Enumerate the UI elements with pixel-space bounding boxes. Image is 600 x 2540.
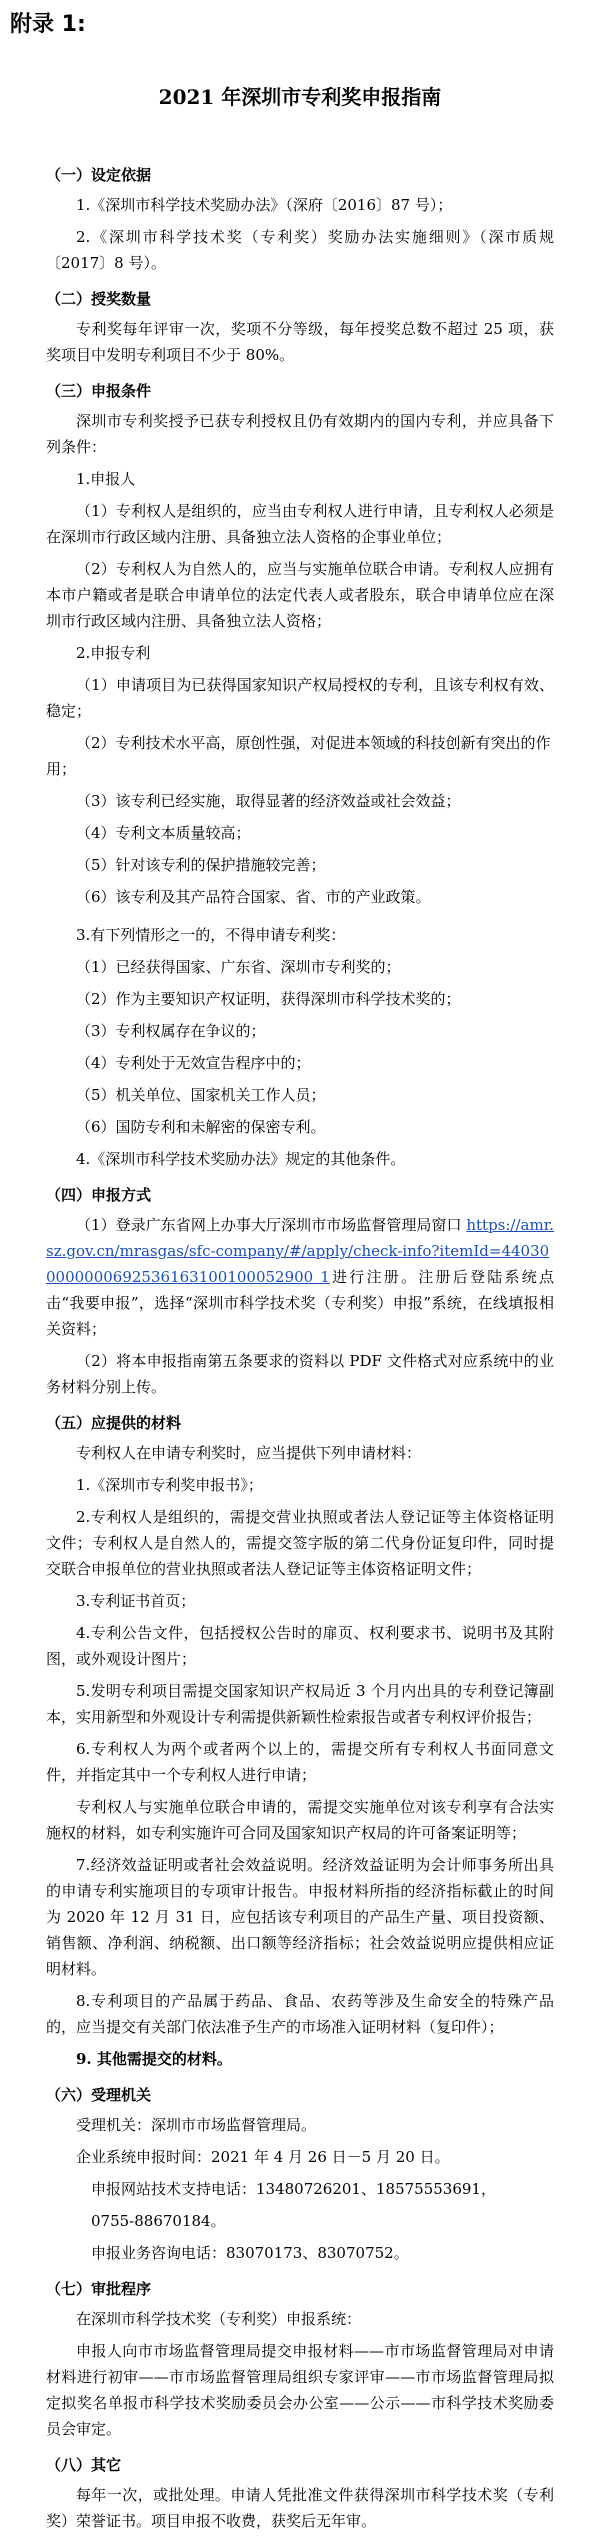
application-portal-link[interactable]: https://amr.sz.gov.cn/mrasgas/sfc-company/#/apply/check-info?itemId=440300000000692536163100100052900 1	[46, 1216, 554, 1286]
section-heading: （二）授奖数量	[46, 290, 152, 308]
list-item: 6.专利权人为两个或者两个以上的，需提交所有专利权人书面同意文件，并指定其中一个专利权人进行申请；	[46, 1740, 554, 1784]
paragraph: （2）将本申报指南第五条要求的资料以 PDF 文件格式对应系统中的业务材料分别上传。	[46, 1352, 554, 1396]
list-item: 专利权人与实施单位联合申请的，需提交实施单位对该专利享有合法实施权的材料，如专利实施许可合同及国家知识产权局的许可备案证明等；	[46, 1798, 554, 1842]
list-item: 7.经济效益证明或者社会效益说明。经济效益证明为会计师事务所出具的申请专利实施项目的专项审计报告。申报材料所指的经济指标截止的时间为 2020 年 12 月 31 日，应包括该专利项目的产品生产量、项目投资额、销售额、净利润、纳税额、出口额等经济指标；社会效益说明应提供相应证明材料。	[46, 1856, 554, 1978]
paragraph: 1.《深圳市科学技术奖励办法》（深府〔2016〕87 号）；	[76, 196, 453, 214]
section-heading: （三）申报条件	[46, 382, 152, 400]
paragraph: 每年一次，或批处理。申请人凭批准文件获得深圳市科学技术奖（专利奖）荣誉证书。项目申报不收费，获奖后无年审。	[46, 2486, 554, 2530]
list-item: （6）国防专利和未解密的保密专利。	[76, 1118, 326, 1136]
paragraph: 专利权人在申请专利奖时，应当提供下列申请材料：	[76, 1444, 422, 1462]
section-heading: （四）申报方式	[46, 1186, 152, 1204]
section-heading: （五）应提供的材料	[46, 1414, 182, 1432]
page-title: 2021 年深圳市专利奖申报指南	[158, 85, 442, 109]
paragraph: 2.《深圳市科学技术奖（专利奖）奖励办法实施细则》（深市质规〔2017〕8 号）。	[46, 228, 554, 272]
list-item: （1）已经获得国家、广东省、深圳市专利奖的；	[76, 958, 401, 976]
section-heading: （六）受理机关	[46, 2086, 152, 2104]
info-line: 企业系统申报时间：2021 年 4 月 26 日－5 月 20 日。	[76, 2148, 450, 2166]
paragraph: 在深圳市科学技术奖（专利奖）申报系统：	[76, 2310, 362, 2328]
list-item: 3.专利证书首页；	[76, 1592, 196, 1610]
list-item: （5）针对该专利的保护措施较完善；	[76, 856, 326, 874]
list-item: （1）申请项目为已获得国家知识产权局授权的专利，且该专利权有效、稳定；	[46, 676, 554, 720]
sub-heading: 4.《深圳市科学技术奖励办法》规定的其他条件。	[76, 1150, 406, 1168]
list-item: （4）专利处于无效宣告程序中的；	[76, 1054, 311, 1072]
paragraph: 申报人向市市场监督管理局提交申报材料——市市场监督管理局对申请材料进行初审——市市场监督管理局组织专家评审——市市场监督管理局拟定拟奖名单报市科学技术奖励委员会办公室——公示——市科学技术奖励委员会审定。	[46, 2342, 554, 2438]
info-line: 申报业务咨询电话：83070173、83070752。	[91, 2244, 409, 2262]
list-item: （5）机关单位、国家机关工作人员；	[76, 1086, 326, 1104]
paragraph: （2）专利权人为自然人的，应当与实施单位联合申请。专利权人应拥有本市户籍或者是联合申请单位的法定代表人或者股东，联合申请单位应在深圳市行政区域内注册、具备独立法人资格；	[46, 560, 554, 630]
list-item: （2）专利技术水平高，原创性强，对促进本领域的科技创新有突出的作用；	[46, 734, 551, 778]
info-line: 受理机关：深圳市市场监督管理局。	[76, 2116, 317, 2134]
paragraph: 专利奖每年评审一次，奖项不分等级，每年授奖总数不超过 25 项，获奖项目中发明专利项目不少于 80%。	[46, 320, 554, 364]
paragraph: （1）专利权人是组织的，应当由专利权人进行申请，且专利权人必须是在深圳市行政区域内注册、具备独立法人资格的企事业单位；	[46, 502, 554, 546]
list-item: 8.专利项目的产品属于药品、食品、农药等涉及生命安全的特殊产品的，应当提交有关部门依法准予生产的市场准入证明材料（复印件）；	[46, 1992, 554, 2036]
list-item: 1.《深圳市专利奖申报书》；	[76, 1476, 263, 1494]
list-item: 4.专利公告文件，包括授权公告时的扉页、权利要求书、说明书及其附图，或外观设计图片；	[46, 1624, 554, 1668]
list-item: 2.专利权人是组织的，需提交营业执照或者法人登记证等主体资格证明文件；专利权人是自然人的，需提交签字版的第二代身份证复印件，同时提交联合申报单位的营业执照或者法人登记证等主体资格证明文件；	[46, 1508, 554, 1578]
sub-heading: 2.申报专利	[76, 644, 151, 662]
list-item: （6）该专利及其产品符合国家、省、市的产业政策。	[76, 888, 431, 906]
section-heading: （一）设定依据	[46, 166, 152, 184]
list-item: 5.发明专利项目需提交国家知识产权局近 3 个月内出具的专利登记簿副本，实用新型和外观设计专利需提供新颖性检索报告或者专利权评价报告；	[46, 1682, 554, 1726]
paragraph: 深圳市专利奖授予已获专利授权且仍有效期内的国内专利，并应具备下列条件：	[46, 412, 554, 456]
section-heading: （七）审批程序	[46, 2280, 152, 2298]
list-item: （4）专利文本质量较高；	[76, 824, 251, 842]
sub-heading: 3.有下列情形之一的，不得申请专利奖：	[76, 926, 346, 944]
sub-heading: 1.申报人	[76, 470, 136, 488]
appendix-label: 附录 1:	[10, 12, 86, 37]
paragraph-text: 进行注册。注册后登陆系统点击“我要申报”，选择“深圳市科学技术奖（专利奖）申报”系统，在线填报相关资料；	[46, 1268, 554, 1338]
paragraph	[46, 1212, 554, 1342]
document-body	[46, 152, 554, 2540]
info-line: 0755-88670184。	[91, 2212, 226, 2230]
list-item: （3）该专利已经实施，取得显著的经济效益或社会效益；	[76, 792, 461, 810]
list-item: 9. 其他需提交的材料。	[76, 2050, 232, 2068]
info-line: 申报网站技术支持电话：13480726201、18575553691，	[91, 2180, 496, 2198]
section-heading: （八）其它	[46, 2456, 122, 2474]
list-item: （3）专利权属存在争议的；	[76, 1022, 266, 1040]
list-item: （2）作为主要知识产权证明，获得深圳市科学技术奖的；	[76, 990, 461, 1008]
paragraph-text: （1）登录广东省网上办事大厅深圳市市场监督管理局窗口	[76, 1216, 467, 1234]
